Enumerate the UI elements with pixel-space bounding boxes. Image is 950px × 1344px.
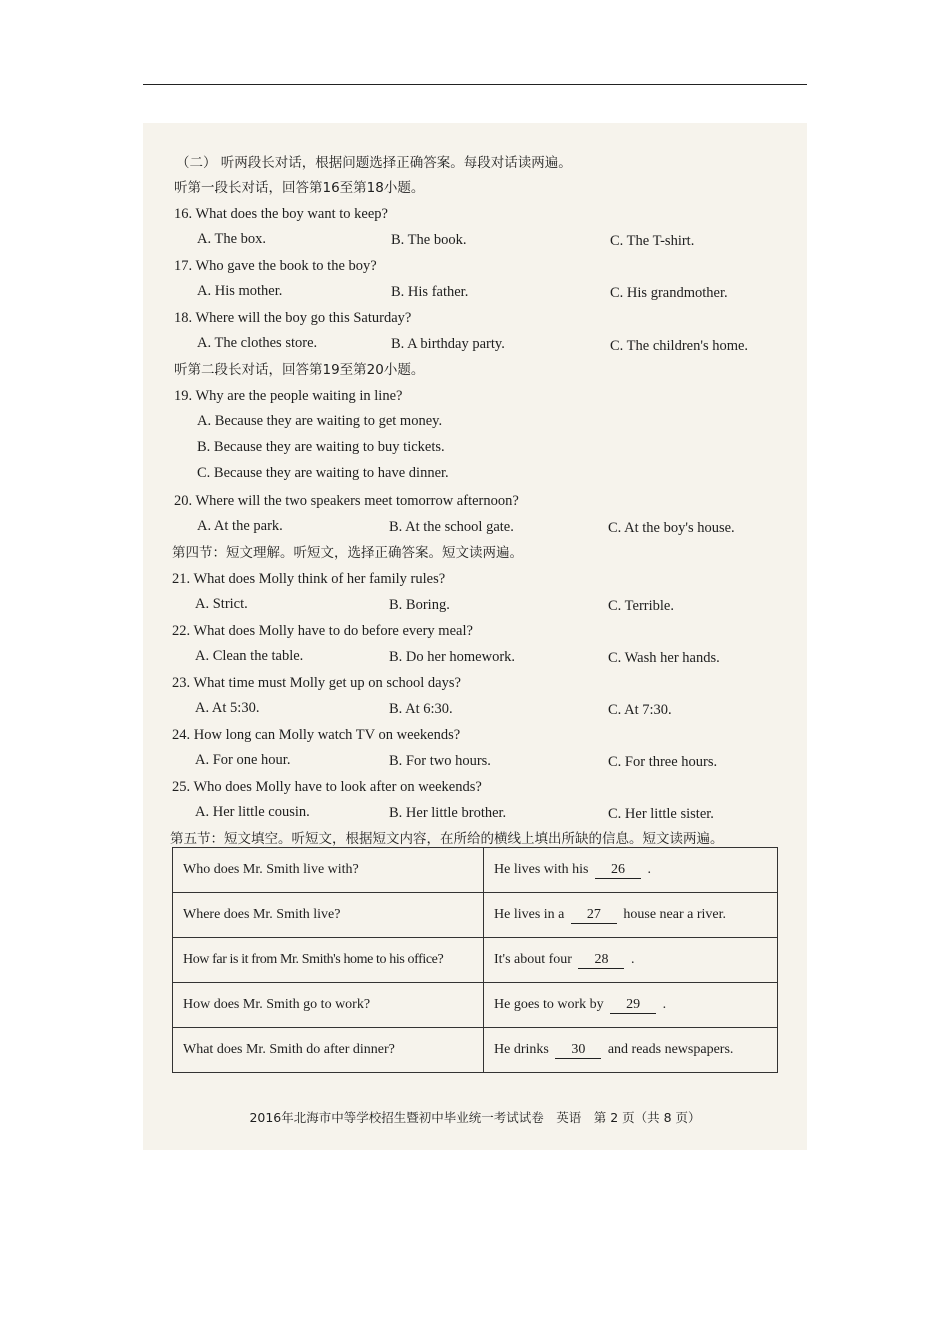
option-19c[interactable]: C. Because they are waiting to have dinner.: [197, 465, 449, 481]
option-18c[interactable]: C. The children's home.: [610, 338, 749, 354]
section-four-heading: 第四节：短文理解。听短文，选择正确答案。短文读两遍。: [172, 545, 523, 561]
option-18a[interactable]: A. The clothes store.: [197, 335, 318, 351]
question-23: 23. What time must Molly get up on school days?: [172, 675, 461, 691]
blank-26[interactable]: 26: [595, 862, 641, 879]
option-25b[interactable]: B. Her little brother.: [389, 805, 507, 821]
option-17b[interactable]: B. His father.: [391, 284, 469, 300]
option-24a[interactable]: A. For one hour.: [195, 752, 291, 768]
option-19b[interactable]: B. Because they are waiting to buy tickets.: [197, 439, 445, 455]
answer-suffix: .: [662, 996, 667, 1012]
table-answer: [484, 893, 778, 938]
table-row: [173, 893, 778, 938]
option-23c[interactable]: C. At 7:30.: [608, 702, 672, 718]
question-21: 21. What does Molly think of her family rules?: [172, 571, 446, 587]
option-22b[interactable]: B. Do her homework.: [389, 649, 516, 665]
table-question: Where does Mr. Smith live?: [173, 893, 484, 938]
answer-suffix: and reads newspapers.: [607, 1041, 734, 1057]
table-question: What does Mr. Smith do after dinner?: [173, 1028, 484, 1073]
option-17c[interactable]: C. His grandmother.: [610, 285, 728, 301]
question-25: 25. Who does Molly have to look after on weekends?: [172, 779, 482, 795]
option-20a[interactable]: A. At the park.: [197, 518, 283, 534]
option-16b[interactable]: B. The book.: [391, 232, 467, 248]
table-answer: [484, 848, 778, 893]
option-19a[interactable]: A. Because they are waiting to get money.: [197, 413, 443, 429]
table-answer: [484, 983, 778, 1028]
blank-30[interactable]: 30: [555, 1042, 601, 1059]
option-23a[interactable]: A. At 5:30.: [195, 700, 260, 716]
answer-prefix: He drinks: [494, 1041, 549, 1057]
answer-prefix: He lives in a: [494, 906, 565, 922]
section-two-heading: （二） 听两段长对话，根据问题选择正确答案。每段对话读两遍。: [176, 155, 572, 171]
table-question: How far is it from Mr. Smith's home to his office?: [173, 938, 484, 983]
question-18: 18. Where will the boy go this Saturday?: [174, 310, 412, 326]
option-17a[interactable]: A. His mother.: [197, 283, 283, 299]
section-five-heading: 第五节：短文填空。听短文，根据短文内容，在所给的横线上填出所缺的信息。短文读两遍。: [170, 831, 724, 847]
question-17: 17. Who gave the book to the boy?: [174, 258, 377, 274]
option-21c[interactable]: C. Terrible.: [608, 598, 674, 614]
question-16: 16. What does the boy want to keep?: [174, 206, 388, 222]
option-23b[interactable]: B. At 6:30.: [389, 701, 453, 717]
table-row: [173, 938, 778, 983]
answer-prefix: He lives with his: [494, 861, 589, 877]
option-20b[interactable]: B. At the school gate.: [389, 519, 514, 535]
option-16c[interactable]: C. The T-shirt.: [610, 233, 695, 249]
option-20c[interactable]: C. At the boy's house.: [608, 520, 735, 536]
answer-suffix: .: [630, 951, 635, 967]
option-22a[interactable]: A. Clean the table.: [195, 648, 304, 664]
option-18b[interactable]: B. A birthday party.: [391, 336, 505, 352]
option-21b[interactable]: B. Boring.: [389, 597, 450, 613]
option-21a[interactable]: A. Strict.: [195, 596, 248, 612]
table-question: Who does Mr. Smith live with?: [173, 848, 484, 893]
table-answer: [484, 938, 778, 983]
dialogue-two-intro: 听第二段长对话，回答第19至第20小题。: [174, 362, 425, 378]
answer-prefix: It's about four: [494, 951, 572, 967]
answer-prefix: He goes to work by: [494, 996, 604, 1012]
blank-27[interactable]: 27: [571, 907, 617, 924]
question-19: 19. Why are the people waiting in line?: [174, 388, 403, 404]
question-24: 24. How long can Molly watch TV on weekends?: [172, 727, 461, 743]
answer-suffix: .: [647, 861, 651, 877]
table-question: How does Mr. Smith go to work?: [173, 983, 484, 1028]
option-16a[interactable]: A. The box.: [197, 231, 267, 247]
table-row: [173, 1028, 778, 1073]
table-answer: [484, 1028, 778, 1073]
option-25c[interactable]: C. Her little sister.: [608, 806, 714, 822]
page-footer: 2016年北海市中等学校招生暨初中毕业统一考试试卷 英语 第 2 页（共 8 页）: [249, 1110, 701, 1125]
option-25a[interactable]: A. Her little cousin.: [195, 804, 310, 820]
blank-29[interactable]: 29: [610, 997, 656, 1014]
blank-28[interactable]: 28: [578, 952, 624, 969]
question-20: 20. Where will the two speakers meet tomorrow afternoon?: [174, 493, 519, 509]
question-22: 22. What does Molly have to do before every meal?: [172, 623, 473, 639]
top-rule: [143, 84, 807, 85]
table-row: [173, 848, 778, 893]
fill-in-table: [172, 847, 778, 1073]
option-22c[interactable]: C. Wash her hands.: [608, 650, 720, 666]
answer-suffix: house near a river.: [623, 906, 726, 922]
table-row: [173, 983, 778, 1028]
option-24b[interactable]: B. For two hours.: [389, 753, 491, 769]
option-24c[interactable]: C. For three hours.: [608, 754, 718, 770]
dialogue-one-intro: 听第一段长对话，回答第16至第18小题。: [174, 180, 425, 196]
